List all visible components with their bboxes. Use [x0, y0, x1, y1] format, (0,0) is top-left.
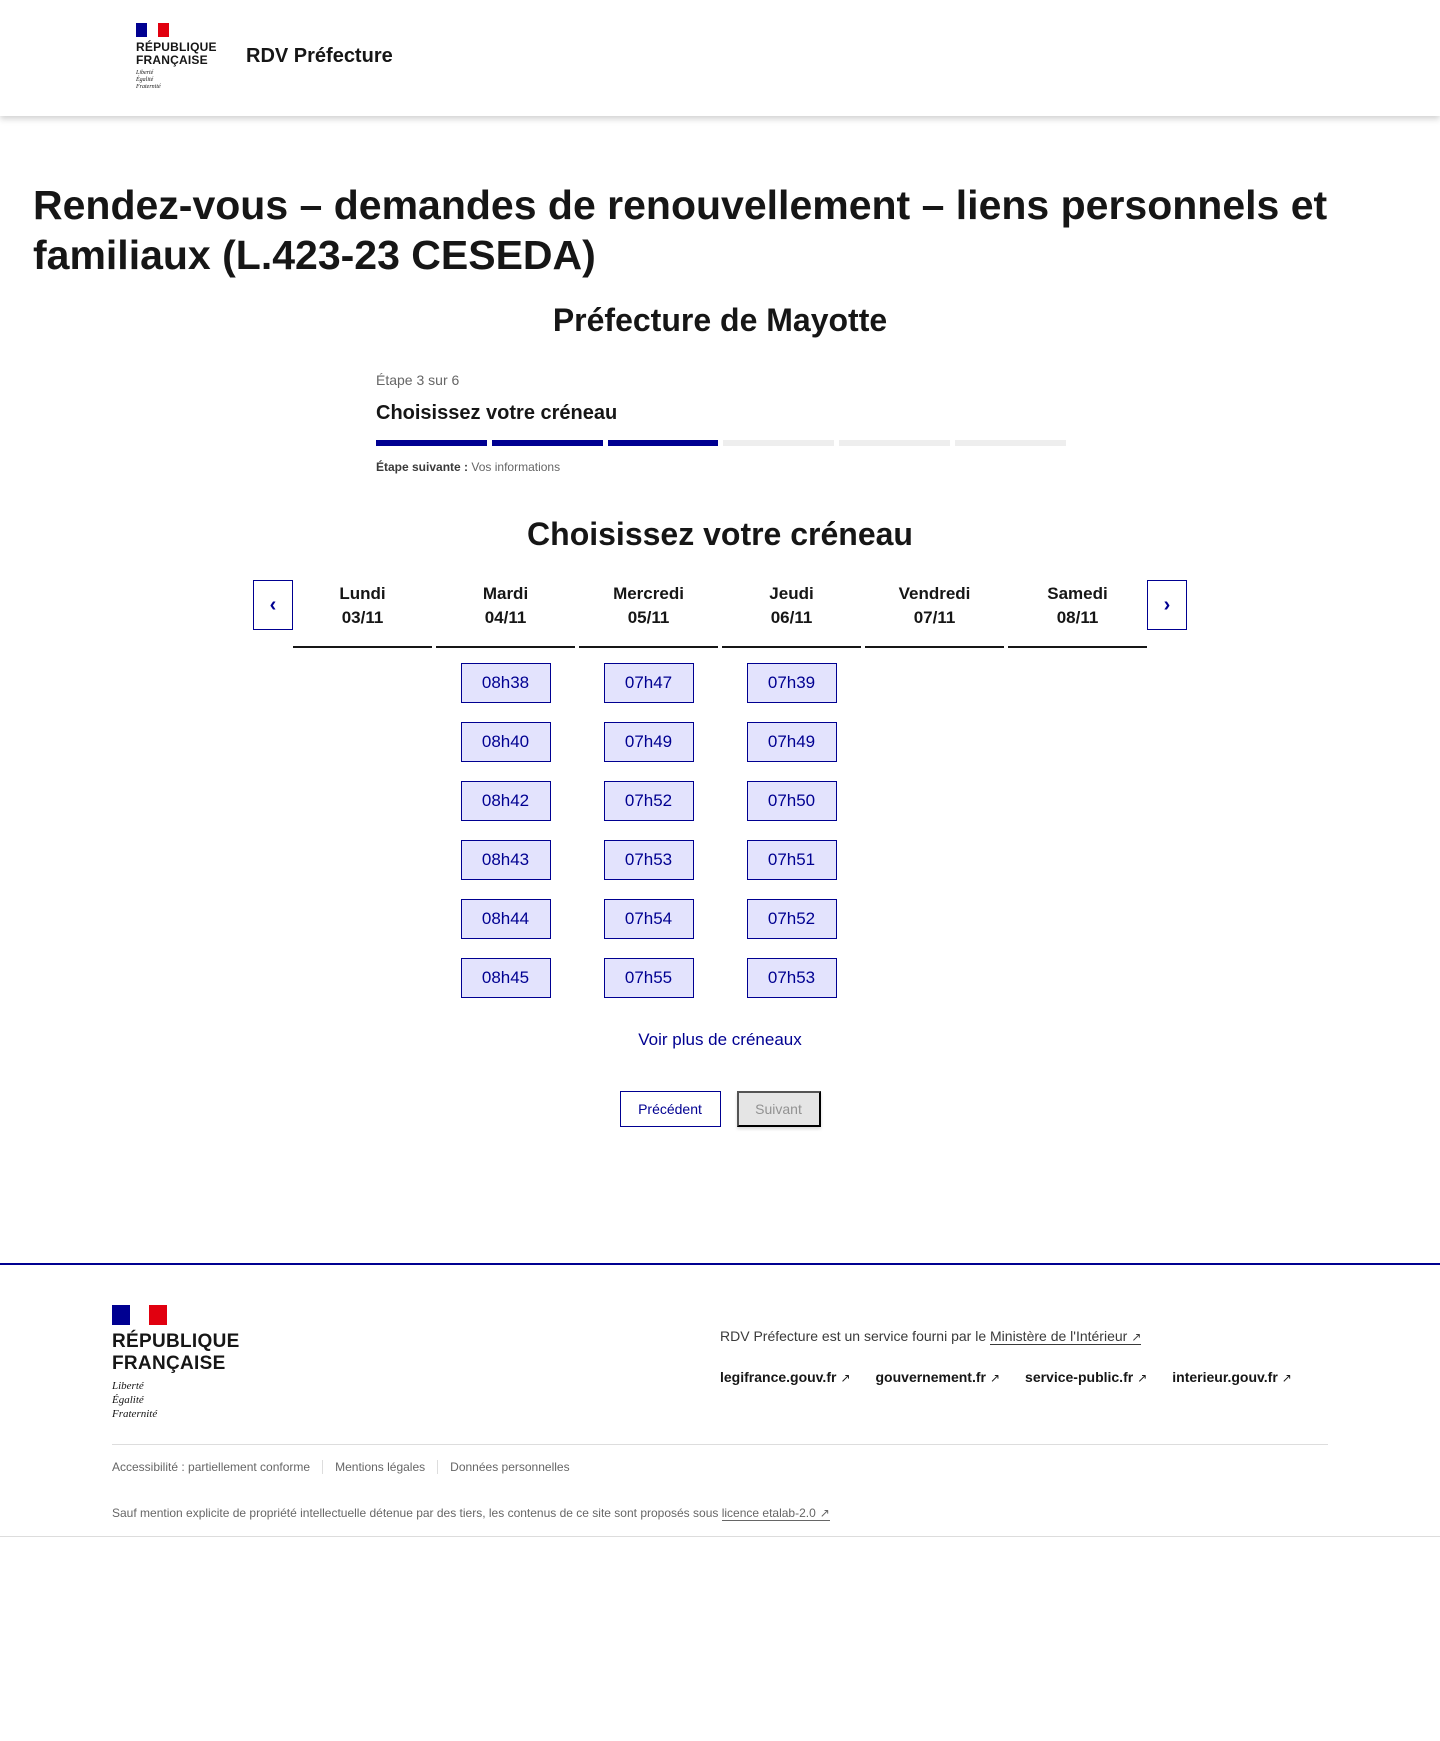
next-week-button[interactable] [1147, 580, 1187, 630]
step-next [376, 460, 1066, 474]
day-name: Vendredi [898, 584, 971, 603]
day-column [436, 580, 575, 998]
day-name: Samedi [1047, 584, 1108, 603]
day-column [293, 580, 432, 998]
footer-desc-text: RDV Préfecture est un service fourni par le [720, 1328, 987, 1344]
day-name: Mardi [482, 584, 529, 603]
section-title: Choisissez votre créneau [527, 516, 913, 552]
time-slot-button[interactable]: 07h51 [747, 840, 837, 880]
calendar-days [293, 580, 1147, 998]
site-footer [0, 1263, 1440, 1537]
time-slot-button[interactable]: 07h49 [747, 722, 837, 762]
footer-link[interactable] [1025, 1369, 1147, 1385]
time-slot-button[interactable]: 08h44 [461, 899, 551, 939]
time-slot-button[interactable]: 07h39 [747, 663, 837, 703]
external-link-icon: ↗ [819, 1506, 830, 1520]
day-column [579, 580, 718, 998]
day-date: 07/11 [913, 608, 956, 627]
footer-link-label: legifrance.gouv.fr [720, 1369, 837, 1385]
license-link[interactable] [722, 1506, 830, 1521]
step-bar [492, 440, 603, 446]
previous-week-button[interactable] [253, 580, 293, 630]
footer-link[interactable] [720, 1369, 851, 1385]
slot-list [722, 648, 861, 998]
day-date: 04/11 [484, 608, 527, 627]
prefecture-title: Préfecture de Mayotte [552, 302, 888, 338]
form-actions [0, 1091, 1440, 1127]
time-slot-button[interactable]: 08h45 [461, 958, 551, 998]
footer-links [720, 1369, 1292, 1385]
external-link-icon: ↗ [1281, 1371, 1292, 1385]
site-header [0, 0, 1440, 116]
day-column [865, 580, 1004, 998]
logo-text: RÉPUBLIQUE FRANÇAISE [136, 40, 217, 67]
day-date: 03/11 [341, 608, 384, 627]
time-slot-button[interactable]: 07h52 [604, 781, 694, 821]
time-slot-button[interactable]: 07h53 [604, 840, 694, 880]
day-date: 06/11 [770, 608, 813, 627]
time-slot-button[interactable]: 08h43 [461, 840, 551, 880]
step-title: Choisissez votre créneau [376, 402, 618, 424]
stepper [376, 372, 1066, 474]
day-header [865, 580, 1004, 648]
slot-list [865, 648, 1004, 663]
day-header [293, 580, 432, 648]
slot-list [293, 648, 432, 663]
time-slot-button[interactable]: 07h49 [604, 722, 694, 762]
external-link-icon: ↗ [1137, 1371, 1148, 1385]
footer-divider [112, 1444, 1328, 1445]
day-header [579, 580, 718, 648]
license-text: Sauf mention explicite de propriété intellectuelle détenue par des tiers, les contenus de ce site sont proposés sous [112, 1506, 719, 1520]
footer-bottom-links [112, 1460, 582, 1474]
step-bar [608, 440, 719, 446]
step-next-value: Vos informations [471, 460, 561, 474]
service-name[interactable]: RDV Préfecture [246, 45, 393, 67]
footer-description [720, 1328, 1141, 1344]
footer-link-label: gouvernement.fr [875, 1369, 986, 1385]
slot-list [436, 648, 575, 998]
day-name: Jeudi [769, 584, 814, 603]
day-header [1008, 580, 1147, 648]
time-slot-button[interactable]: 07h52 [747, 899, 837, 939]
day-date: 05/11 [627, 608, 670, 627]
footer-link-label: interieur.gouv.fr [1172, 1369, 1278, 1385]
day-header [722, 580, 861, 648]
step-bar [955, 440, 1066, 446]
day-column [1008, 580, 1147, 998]
footer-logo-motto: Liberté Égalité Fraternité [112, 1380, 158, 1420]
footer-republique-francaise-logo[interactable] [112, 1305, 262, 1421]
chevron-right-icon: › [1163, 593, 1171, 616]
marianne-flag-icon [112, 1305, 167, 1325]
footer-bottom-link[interactable]: Données personnelles [437, 1460, 581, 1474]
time-slot-button[interactable]: 07h47 [604, 663, 694, 703]
day-date: 08/11 [1056, 608, 1099, 627]
time-slot-button[interactable]: 08h38 [461, 663, 551, 703]
time-slot-button[interactable]: 08h42 [461, 781, 551, 821]
time-slot-button[interactable]: 07h53 [747, 958, 837, 998]
logo-motto: Liberté Égalité Fraternité [136, 70, 161, 90]
footer-logo-text: RÉPUBLIQUE FRANÇAISE [112, 1331, 240, 1374]
chevron-left-icon: ‹ [269, 593, 277, 616]
license-link-label: licence etalab-2.0 [721, 1506, 816, 1520]
footer-link[interactable] [1172, 1369, 1292, 1385]
footer-link[interactable] [876, 1369, 1001, 1385]
day-column [722, 580, 861, 998]
republique-francaise-logo[interactable] [136, 23, 216, 91]
time-slot-button[interactable]: 07h54 [604, 899, 694, 939]
marianne-flag-icon [136, 23, 169, 37]
step-progress-bars [376, 440, 1066, 446]
previous-button[interactable]: Précédent [620, 1091, 721, 1127]
next-button[interactable]: Suivant [737, 1091, 821, 1127]
more-slots-link[interactable]: Voir plus de créneaux [638, 1030, 802, 1049]
step-count: Étape 3 sur 6 [376, 372, 460, 388]
footer-link-label: service-public.fr [1025, 1369, 1134, 1385]
page-title: Rendez-vous – demandes de renouvellement – liens personnels et familiaux (L.423-23 CESEDA) [33, 182, 1328, 278]
step-bar [839, 440, 950, 446]
footer-bottom-link[interactable]: Accessibilité : partiellement conforme [112, 1460, 311, 1474]
external-link-icon: ↗ [989, 1371, 1001, 1385]
slot-list [579, 648, 718, 998]
day-header [436, 580, 575, 648]
footer-bottom-link[interactable]: Mentions légales [322, 1460, 437, 1474]
day-name: Lundi [339, 584, 386, 603]
footer-license [112, 1506, 830, 1520]
time-slot-button[interactable]: 08h40 [461, 722, 551, 762]
day-name: Mercredi [613, 584, 684, 603]
ministere-link[interactable] [990, 1328, 1141, 1345]
step-bar [723, 440, 834, 446]
time-slot-button[interactable]: 07h50 [747, 781, 837, 821]
external-link-icon: ↗ [840, 1371, 851, 1385]
step-bar [376, 440, 487, 446]
external-link-icon: ↗ [1131, 1330, 1142, 1344]
slot-list [1008, 648, 1147, 663]
ministere-link-label: Ministère de l'Intérieur [990, 1328, 1128, 1344]
time-slot-button[interactable]: 07h55 [604, 958, 694, 998]
step-next-label: Étape suivante : [376, 460, 469, 474]
